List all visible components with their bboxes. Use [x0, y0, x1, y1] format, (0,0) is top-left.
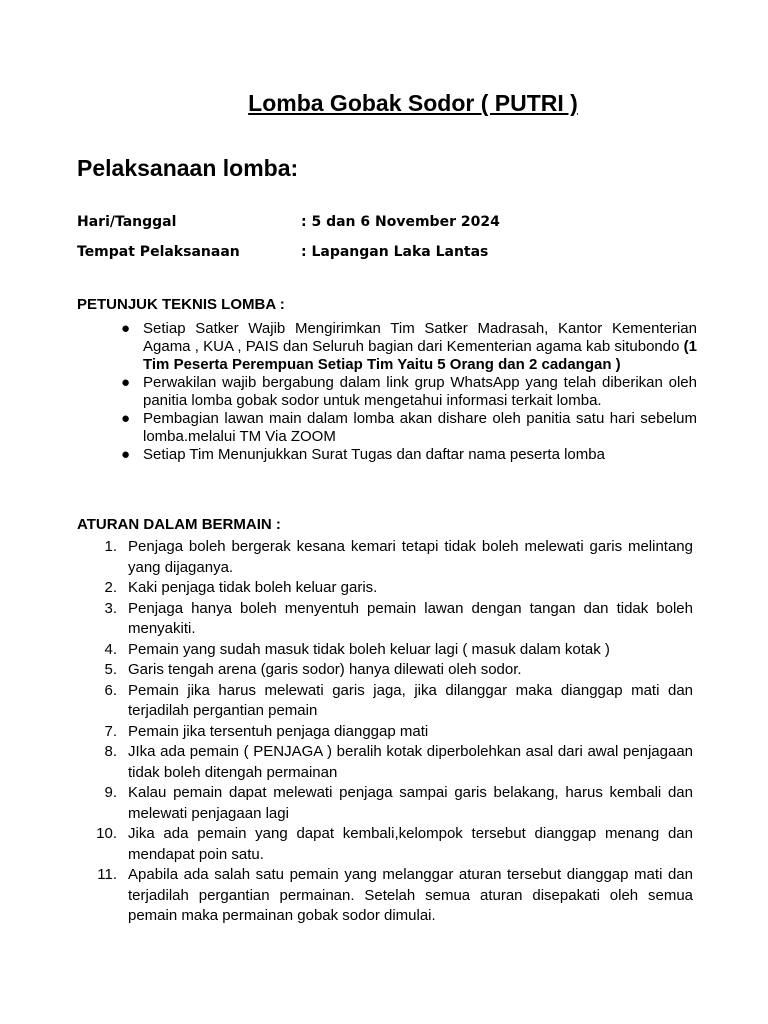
rule-text: Kalau pemain dapat melewati penjaga sampai garis belakang, harus kembali dan melewati penjagaan lagi [128, 784, 693, 822]
info-label: Hari/Tanggal [77, 214, 177, 230]
list-item-text: Setiap Tim Menunjukkan Surat Tugas dan daftar nama peserta lomba [143, 446, 605, 463]
rule-text: Jika ada pemain yang dapat kembali,kelompok tersebut dianggap menang dan mendapat poin satu. [128, 825, 693, 863]
section-subtitle: Pelaksanaan lomba: [77, 155, 299, 181]
rule-item [77, 578, 693, 599]
rule-number: 3. [104, 599, 117, 617]
rule-number: 9. [104, 784, 117, 801]
rule-number: 11. [97, 866, 117, 883]
bullet-icon: ● [121, 374, 131, 391]
rule-item [77, 783, 693, 824]
rule-number: 4. [104, 640, 117, 658]
rule-text: Pemain jika tersentuh penjaga dianggap mati [128, 722, 429, 740]
rule-item [77, 640, 693, 661]
rule-number: 1. [104, 538, 117, 555]
rule-item [77, 722, 693, 743]
rule-item [77, 599, 693, 640]
info-value: : Lapangan Laka Lantas [301, 244, 489, 260]
rule-text: Pemain jika harus melewati garis jaga, jika dilanggar maka dianggap mati dan terjadilah pergantian pemain [128, 681, 693, 719]
rule-text: Penjaga boleh bergerak kesana kemari tetapi tidak boleh melewati garis melintang yang dijaganya. [128, 538, 693, 576]
list-item [77, 410, 697, 446]
list-item [77, 320, 697, 374]
rule-number: 2. [104, 579, 117, 596]
list-item [77, 374, 697, 410]
rule-item [77, 660, 693, 681]
rule-text: Penjaga hanya boleh menyentuh pemain lawan dengan tangan dan tidak boleh menyakiti. [128, 599, 693, 637]
rule-item [77, 824, 693, 865]
info-label: Tempat Pelaksanaan [77, 244, 240, 260]
rule-number: 5. [104, 661, 117, 678]
list-item-text: Setiap Satker Wajib Mengirimkan Tim Satker Madrasah, Kantor Kementerian Agama , KUA , PAIS dan Seluruh bagian dari Kementerian agama kab situbondo [143, 320, 697, 355]
rule-text: Apabila ada salah satu pemain yang melanggar aturan tersebut dianggap mati dan terjadilah pergantian permainan. Setelah semua aturan disepakati oleh semua pemain maka permainan gobak sodor dimulai. [128, 866, 693, 924]
rule-text: Pemain yang sudah masuk tidak boleh keluar lagi ( masuk dalam kotak ) [128, 640, 610, 658]
rule-number: 7. [104, 722, 117, 740]
rule-item [77, 681, 693, 722]
petunjuk-list [77, 320, 697, 464]
petunjuk-heading: PETUNJUK TEKNIS LOMBA : [77, 296, 285, 313]
list-item-bold-text: (1 Tim Peserta Perempuan Setiap Tim Yaitu 5 Orang dan 2 cadangan ) [143, 338, 697, 373]
aturan-list [77, 537, 693, 927]
bullet-icon: ● [121, 446, 131, 463]
list-item [77, 446, 697, 464]
rule-text: Garis tengah arena (garis sodor) hanya dilewati oleh sodor. [128, 661, 522, 678]
rule-number: 8. [104, 743, 117, 760]
document-title: Lomba Gobak Sodor ( PUTRI ) [248, 90, 578, 116]
aturan-heading: ATURAN DALAM BERMAIN : [77, 516, 281, 533]
bullet-icon: ● [121, 410, 131, 427]
list-item-text: Pembagian lawan main dalam lomba akan dishare oleh panitia satu hari sebelum lomba.melalui TM Via ZOOM [143, 410, 697, 445]
rule-text: JIka ada pemain ( PENJAGA ) beralih kotak diperbolehkan asal dari awal penjagaan tidak boleh ditengah permainan [128, 743, 693, 781]
rule-item [77, 742, 693, 783]
rule-text: Kaki penjaga tidak boleh keluar garis. [128, 579, 378, 596]
rule-number: 6. [104, 681, 117, 699]
bullet-icon: ● [121, 320, 131, 337]
rule-number: 10. [96, 825, 117, 842]
info-value: : 5 dan 6 November 2024 [301, 214, 500, 230]
rule-item [77, 865, 693, 927]
rule-item [77, 537, 693, 578]
list-item-text: Perwakilan wajib bergabung dalam link grup WhatsApp yang telah diberikan oleh panitia lomba gobak sodor untuk mengetahui informasi terkait lomba. [143, 374, 697, 409]
